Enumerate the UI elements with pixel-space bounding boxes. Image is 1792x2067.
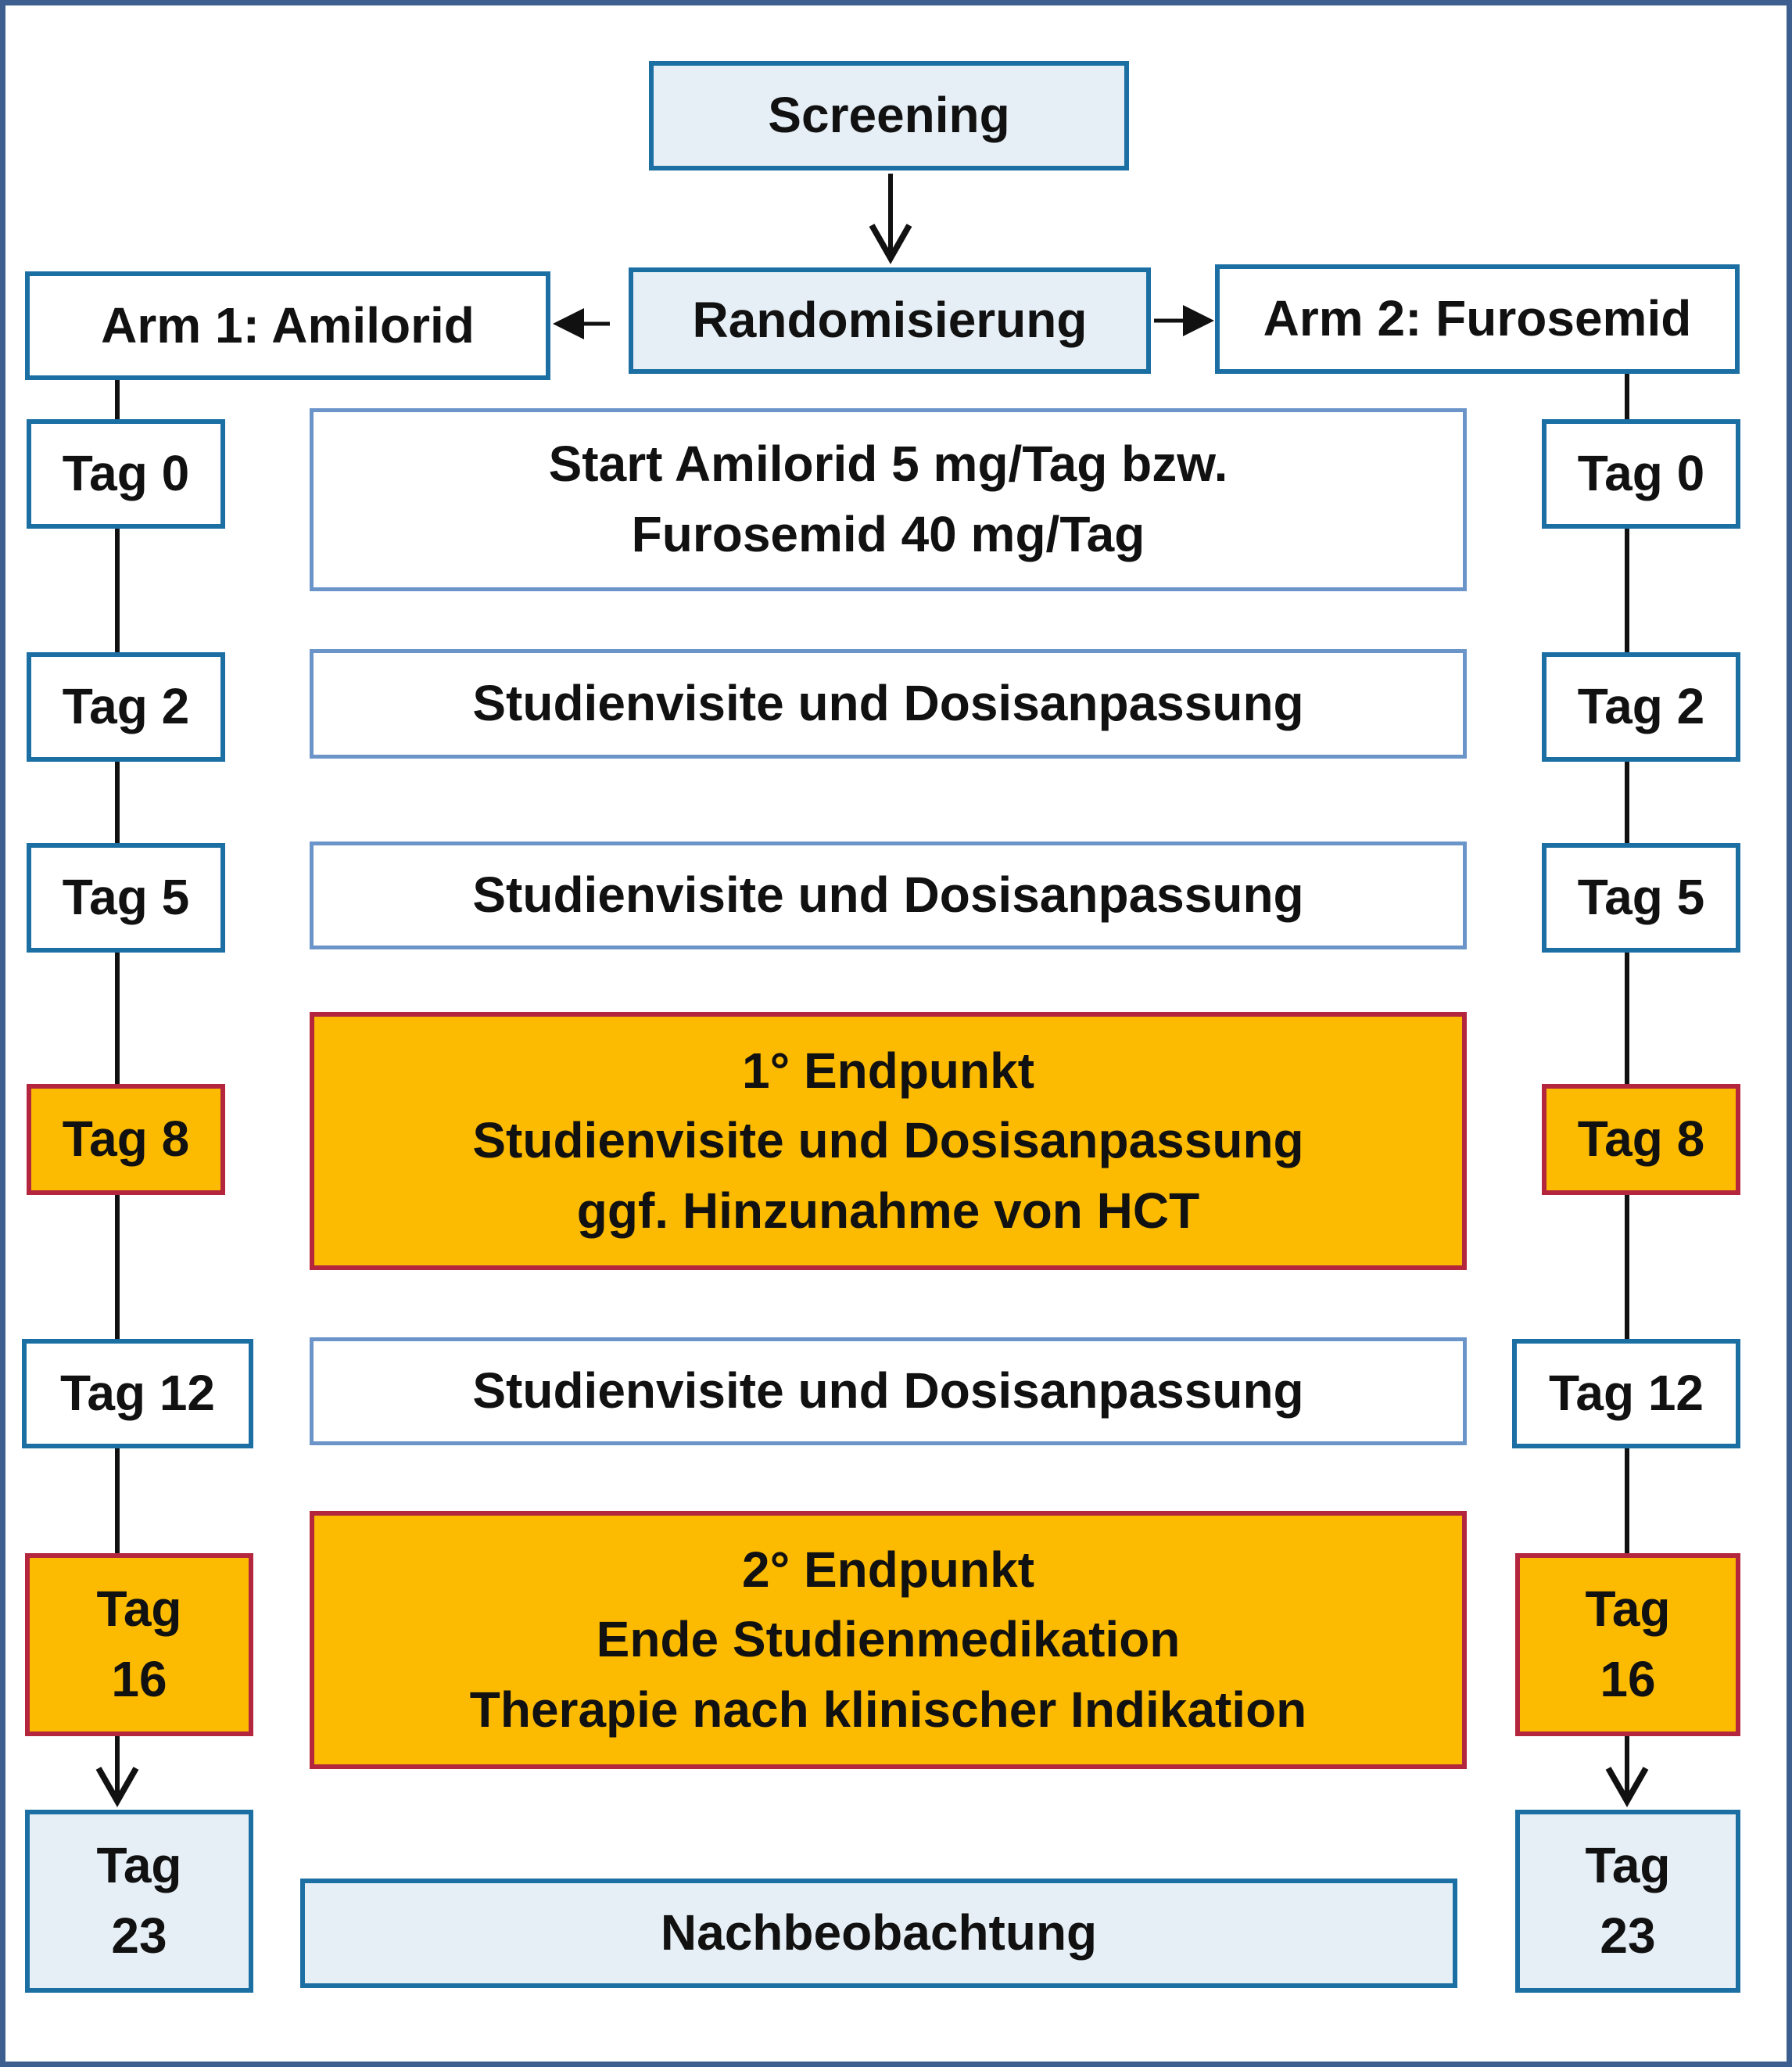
visit-day12-box: Studienvisite und Dosisanpassung	[310, 1337, 1467, 1445]
randomization-box: Randomisierung	[629, 267, 1151, 374]
arm1-day-0: Tag 0	[27, 419, 225, 529]
arm1-day-16: Tag 16	[25, 1553, 253, 1736]
arm1-day-12: Tag 12	[22, 1339, 253, 1448]
start-medication-box: Start Amilorid 5 mg/Tag bzw. Furosemid 40 mg/Tag	[310, 408, 1467, 591]
arm1-day-2: Tag 2	[27, 652, 225, 762]
arm2-day-23: Tag 23	[1515, 1810, 1740, 1993]
arm1-day-8: Tag 8	[27, 1084, 225, 1195]
arm2-day-8: Tag 8	[1542, 1084, 1740, 1195]
arm1-day-5: Tag 5	[27, 843, 225, 953]
followup-box: Nachbeobachtung	[300, 1879, 1457, 1988]
secondary-endpoint-box: 2° Endpunkt Ende Studienmedikation Therapie nach klinischer Indikation	[310, 1511, 1467, 1769]
arm2-box: Arm 2: Furosemid	[1215, 264, 1740, 374]
primary-endpoint-box: 1° Endpunkt Studienvisite und Dosisanpassung ggf. Hinzunahme von HCT	[310, 1012, 1467, 1270]
arm2-day-12: Tag 12	[1512, 1339, 1740, 1448]
visit-day5-box: Studienvisite und Dosisanpassung	[310, 842, 1467, 949]
arm1-day-23: Tag 23	[25, 1810, 253, 1993]
visit-day2-box: Studienvisite und Dosisanpassung	[310, 649, 1467, 759]
arm2-day-5: Tag 5	[1542, 843, 1740, 953]
arm1-box: Arm 1: Amilorid	[25, 271, 550, 380]
arm2-day-0: Tag 0	[1542, 419, 1740, 529]
arm2-day-2: Tag 2	[1542, 652, 1740, 762]
arm2-day-16: Tag 16	[1515, 1553, 1740, 1736]
screening-box: Screening	[649, 61, 1129, 170]
